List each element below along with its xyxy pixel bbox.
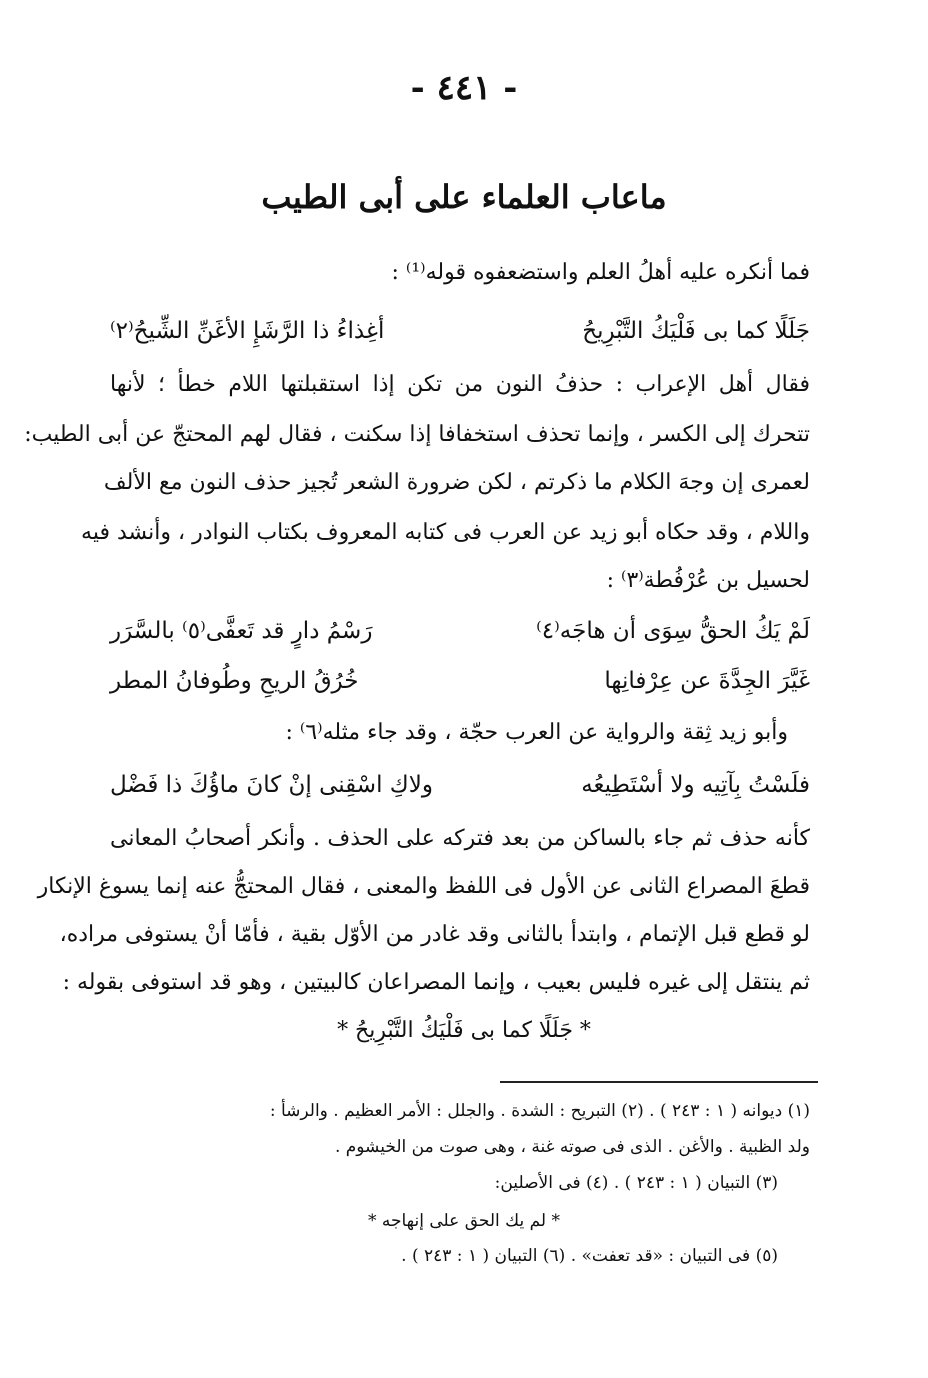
- section-title: ماعاب العلماء على أبى الطيب: [261, 178, 667, 216]
- paragraph-1-line-3: لعمرى إن وجهَ الكلام ما ذكرتم ، لكن ضرورة الشعر تُجيز حذف النون مع الألف: [103, 470, 810, 495]
- verse-3-second-hemistich: خُرُقُ الريحِ وطُوفانُ المطر: [110, 668, 359, 694]
- verse-4: [110, 768, 810, 802]
- footnote-4-verse: * لم يك الحق على إنهاجه *: [367, 1211, 561, 1231]
- paragraph-1-line-4: واللام ، وقد حكاه أبو زيد عن العرب فى كتابه المعروف بكتاب النوادر ، وأنشد فيه: [81, 520, 810, 545]
- paragraph-2-line-4: ثم ينتقل إلى غيره فليس بعيب ، وإنما المصراعان كالبيتين ، وهو قد استوفى بقوله :: [62, 970, 810, 995]
- footnote-3-4: (٣) التبيان ( ١ : ٢٤٣ ) . (٤) فى الأصلين:: [494, 1173, 778, 1193]
- verse-1: [110, 314, 810, 348]
- verse-2: [110, 614, 810, 648]
- verse-3: [110, 664, 810, 698]
- verse-4-second-hemistich: ولاكِ اسْقِنى إنْ كانَ ماؤُكَ ذا فَضْل: [110, 772, 433, 798]
- footnote-1-2: (١) ديوانه ( ١ : ٢٤٣ ) . (٢) التبريح : الشدة . والجلل : الأمر العظيم . والرشأ :: [269, 1101, 810, 1121]
- footnote-2-continued: ولد الظبية . والأغن . الذى فى صوته غنة ، وهى صوت من الخيشوم .: [334, 1137, 810, 1157]
- footnote-divider: [500, 1081, 818, 1083]
- footnote-5-6: (٥) فى التبيان : «قد تعفت» . (٦) التبيان ( ١ : ٢٤٣ ) .: [401, 1246, 778, 1266]
- verse-1-first-hemistich: جَلَلًا كما بى فَلْيَكُ التَّبْرِيحُ: [582, 318, 810, 344]
- verse-1-second-hemistich: أغِذاءُ ذا الرَّشَإِ الأغَنِّ الشِّيحُ⁽٢⁾: [110, 318, 385, 344]
- paragraph-1-line-5: لحسيل بن عُرْفُطة⁽٣⁾ :: [606, 568, 810, 593]
- verse-2-second-hemistich: رَسْمُ دارٍ قد تَعفَّى⁽٥⁾ بالسَّرَر: [110, 618, 373, 644]
- verse-4-first-hemistich: فلَسْتُ بِآتِيه ولا أسْتَطِيعُه: [581, 772, 810, 798]
- paragraph-1-line-2: تتحرك إلى الكسر ، وإنما تحذف استخفافا إذا سكنت ، فقال لهم المحتجّ عن أبى الطيب:: [24, 422, 810, 447]
- quoted-hemistich: * جَلَلًا كما بى فَلْيَكُ التَّبْرِيحُ *: [337, 1018, 591, 1043]
- verse-2-first-hemistich: لَمْ يَكُ الحقُّ سِوَى أن هاجَه⁽٤⁾: [536, 618, 810, 644]
- paragraph-2-line-2: قطعَ المصراع الثانى عن الأول فى اللفظ والمعنى ، فقال المحتجُّ عنه إنما يسوغ الإنكار: [37, 874, 810, 899]
- paragraph-1-line-1: فقال أهل الإعراب : حذفُ النون من تكن إذا استقبلتها اللام خطأ ؛ لأنها: [110, 372, 810, 397]
- paragraph-2-line-1: كأنه حذف ثم جاء بالساكن من بعد فتركه على الحذف . وأنكر أصحابُ المعانى: [110, 826, 810, 851]
- reporter-line: وأبو زيد ثِقة والرواية عن العرب حجّة ، وقد جاء مثله⁽٦⁾ :: [285, 720, 788, 745]
- paragraph-2-line-3: لو قطع قبل الإتمام ، وابتدأ بالثانى وقد غادر من الأوّل بقية ، فأمّا أنْ يستوفى مراده،: [59, 922, 810, 947]
- intro-line: فما أنكره عليه أهلُ العلم واستضعفوه قوله⁽¹⁾ :: [391, 260, 810, 285]
- verse-3-first-hemistich: غَيَّرَ الجِدَّةَ عن عِرْفانِها: [604, 668, 810, 694]
- page-number: - ٤٤١ -: [410, 68, 518, 108]
